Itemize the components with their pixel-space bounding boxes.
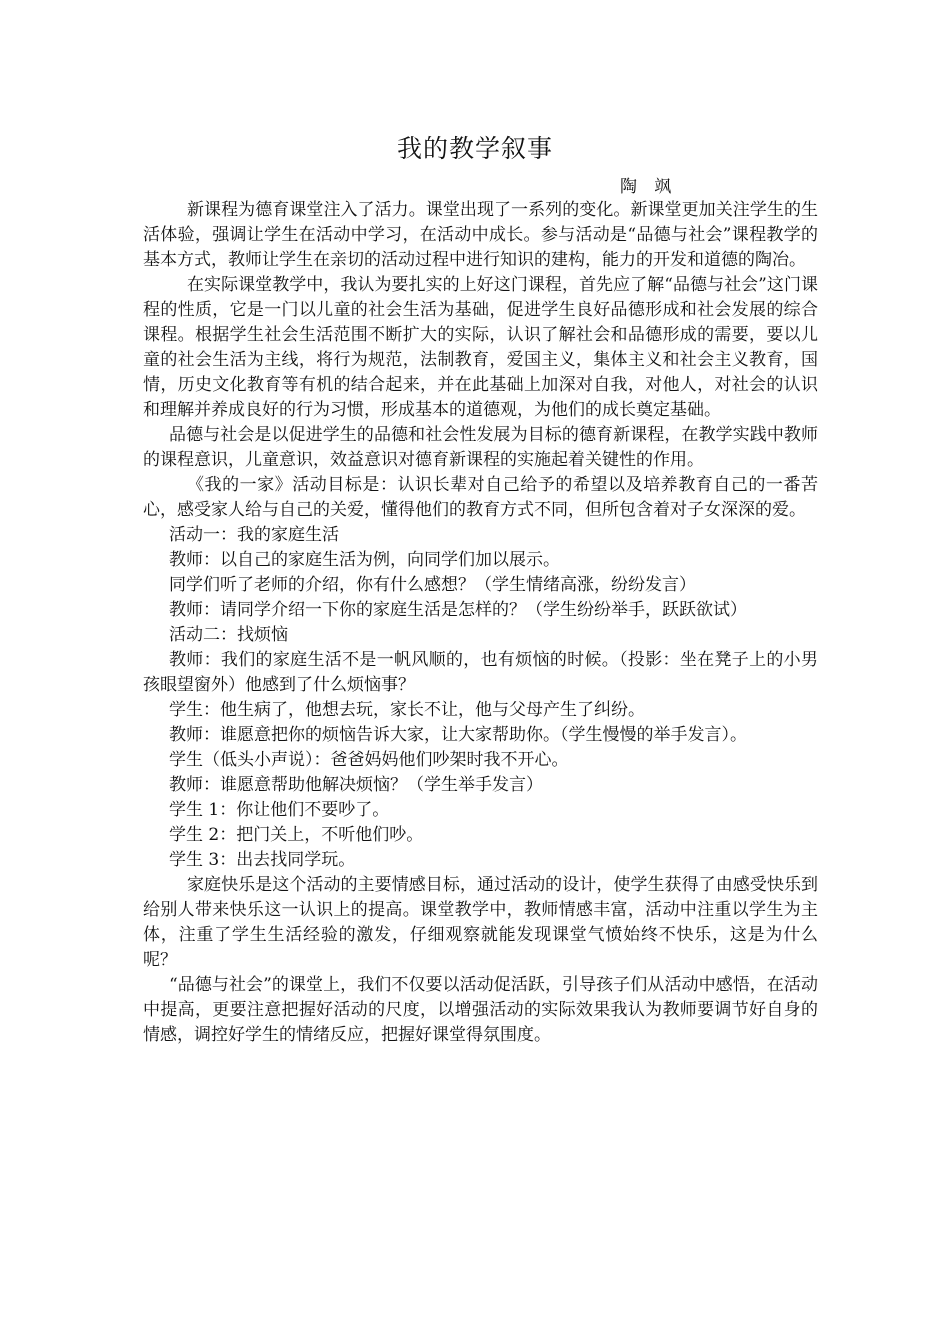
paragraph: 活动二：找烦恼 — [169, 625, 288, 645]
paragraph: 同学们听了老师的介绍，你有什么感想？（学生情绪高涨，纷纷发言） — [169, 575, 696, 595]
paragraph: 教师：请同学介绍一下你的家庭生活是怎样的？（学生纷纷举手，跃跃欲试） — [169, 600, 747, 620]
paragraph: 在实际课堂教学中，我认为要扎实的上好这门课程，首先应了解“品德与社会”这门课程的性质，它是一门以儿童的社会生活为基础，促进学生良好品德形成和社会发展的综合课程。根据学生社会生活范围不断扩大的实际，认识了解社会和品德形成的需要，要以儿童的社会生活为主线，将行为规范，法制教育，爱国主义，集体主义和社会主义教育，国情，历史文化教育等有机的结合起来，并在此基础上加深对自我，对他人，对社会的认识和理解并养成良好的行为习惯，形成基本的道德观，为他们的成长奠定基础。 — [143, 275, 818, 420]
paragraph: 新课程为德育课堂注入了活力。课堂出现了一系列的变化。新课堂更加关注学生的生活体验，强调让学生在活动中学习，在活动中成长。参与活动是“品德与社会”课程教学的基本方式，教师让学生在亲切的活动过程中进行知识的建构，能力的开发和道德的陶冶。 — [143, 200, 818, 270]
document-body — [143, 198, 818, 1048]
paragraph: 家庭快乐是这个活动的主要情感目标，通过活动的设计，使学生获得了由感受快乐到给别人带来快乐这一认识上的提高。课堂教学中，教师情感丰富，活动中注重以学生为主体，注重了学生生活经验的激发，仔细观察就能发现课堂气愤始终不快乐，这是为什么呢？ — [143, 875, 818, 970]
paragraph: 学生 3：出去找同学玩。 — [169, 850, 356, 870]
document-title: 我的教学叙事 — [396, 134, 553, 163]
paragraph: 教师：谁愿意帮助他解决烦恼？（学生举手发言） — [169, 775, 543, 795]
paragraph: 学生（低头小声说）：爸爸妈妈他们吵架时我不开心。 — [169, 750, 569, 770]
paragraph: 教师：我们的家庭生活不是一帆风顺的，也有烦恼的时候。（投影：坐在凳子上的小男孩眼望窗外）他感到了什么烦恼事？ — [143, 650, 818, 695]
paragraph: 学生 2：把门关上，不听他们吵。 — [169, 825, 424, 845]
paragraph: 学生：他生病了，他想去玩，家长不让，他与父母产生了纠纷。 — [169, 700, 645, 720]
paragraph: 教师：以自己的家庭生活为例，向同学们加以展示。 — [169, 550, 560, 570]
paragraph: 学生 1：你让他们不要吵了。 — [169, 800, 390, 820]
document-author: 陶 飒 — [620, 177, 678, 197]
paragraph: 活动一：我的家庭生活 — [169, 525, 339, 545]
paragraph: 《我的一家》活动目标是：认识长辈对自己给予的希望以及培养教育自己的一番苦心，感受家人给与自己的关爱，懂得他们的教育方式不同，但所包含着对子女深深的爱。 — [143, 475, 818, 520]
paragraph: “品德与社会”的课堂上，我们不仅要以活动促活跃，引导孩子们从活动中感悟，在活动中提高，更要注意把握好活动的尺度，以增强活动的实际效果我认为教师要调节好自身的情感，调控好学生的情绪反应，把握好课堂得氛围度。 — [143, 975, 818, 1045]
paragraph: 品德与社会是以促进学生的品德和社会性发展为目标的德育新课程，在教学实践中教师的课程意识，儿童意识，效益意识对德育新课程的实施起着关键性的作用。 — [143, 425, 818, 470]
paragraph: 教师：谁愿意把你的烦恼告诉大家，让大家帮助你。（学生慢慢的举手发言）。 — [169, 725, 747, 745]
